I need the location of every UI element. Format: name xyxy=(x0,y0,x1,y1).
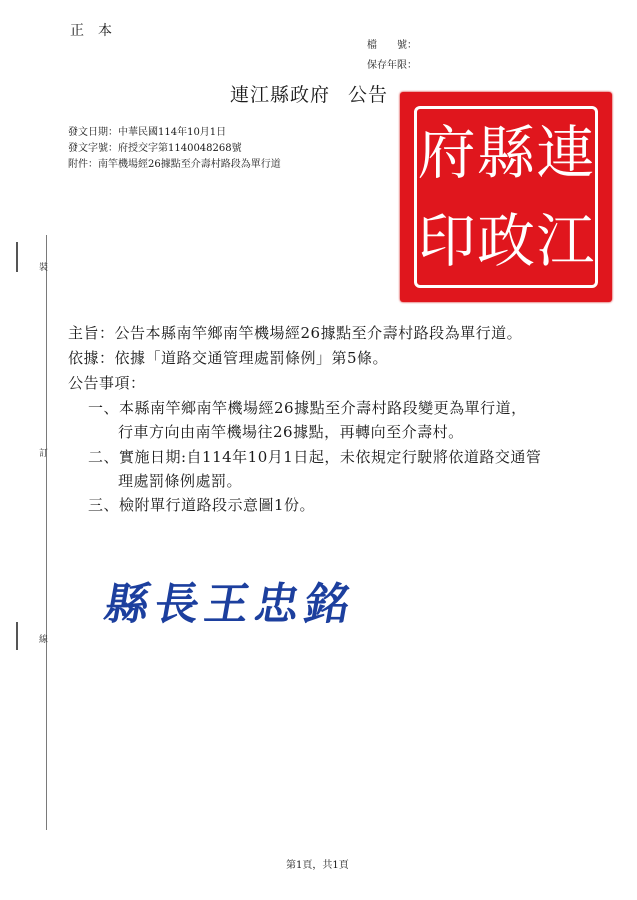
item-2-line-2: 理處罰條例處罰。 xyxy=(118,472,243,490)
document-title xyxy=(230,80,388,107)
binding-mark xyxy=(16,242,18,272)
document-type: 公告 xyxy=(348,84,389,106)
seal-char: 政 xyxy=(476,207,535,275)
binding-char-zhuang: 裝 xyxy=(39,263,49,273)
item-3-line: 三、檢附單行道路段示意圖1份。 xyxy=(88,496,316,514)
official-seal xyxy=(400,92,612,302)
issue-date: 發文日期：中華民國114年10月1日 xyxy=(68,127,227,138)
seal-char: 印 xyxy=(417,207,476,275)
item-1-line-2: 行車方向由南竿機場往26據點，再轉向至介壽村。 xyxy=(118,423,464,441)
retention-period-label: 保存年限： xyxy=(367,60,417,71)
page-number: 第1頁，共1頁 xyxy=(286,860,349,871)
copy-type-label: 正 本 xyxy=(70,23,112,39)
item-2-line-1: 二、實施日期:自114年10月1日起，未依規定行駛將依道路交通管 xyxy=(88,448,542,466)
seal-char: 連 xyxy=(536,119,595,187)
document-number: 發文字號：府授交字第1140048268號 xyxy=(68,143,242,154)
items-heading: 公告事項： xyxy=(68,374,146,392)
magistrate-signature: 縣長王忠銘 xyxy=(100,579,360,630)
seal-char: 縣 xyxy=(476,119,535,187)
binding-char-ding: 訂 xyxy=(39,449,49,459)
binding-line xyxy=(46,235,47,830)
binding-mark xyxy=(16,622,18,650)
binding-char-xian: 線 xyxy=(39,635,49,645)
subject-line: 主旨：公告本縣南竿鄉南竿機場經26據點至介壽村路段為單行道。 xyxy=(68,324,523,342)
file-number-label: 檔 號： xyxy=(367,40,417,51)
agency-name: 連江縣政府 xyxy=(230,84,331,106)
seal-char: 江 xyxy=(536,207,595,275)
basis-line: 依據：依據「道路交通管理處罰條例」第5條。 xyxy=(68,349,389,367)
attachment-line: 附件：南竿機場經26據點至介壽村路段為單行道 xyxy=(68,159,281,170)
item-1-line-1: 一、本縣南竿鄉南竿機場經26據點至介壽村路段變更為單行道， xyxy=(88,399,527,417)
seal-char: 府 xyxy=(417,119,476,187)
